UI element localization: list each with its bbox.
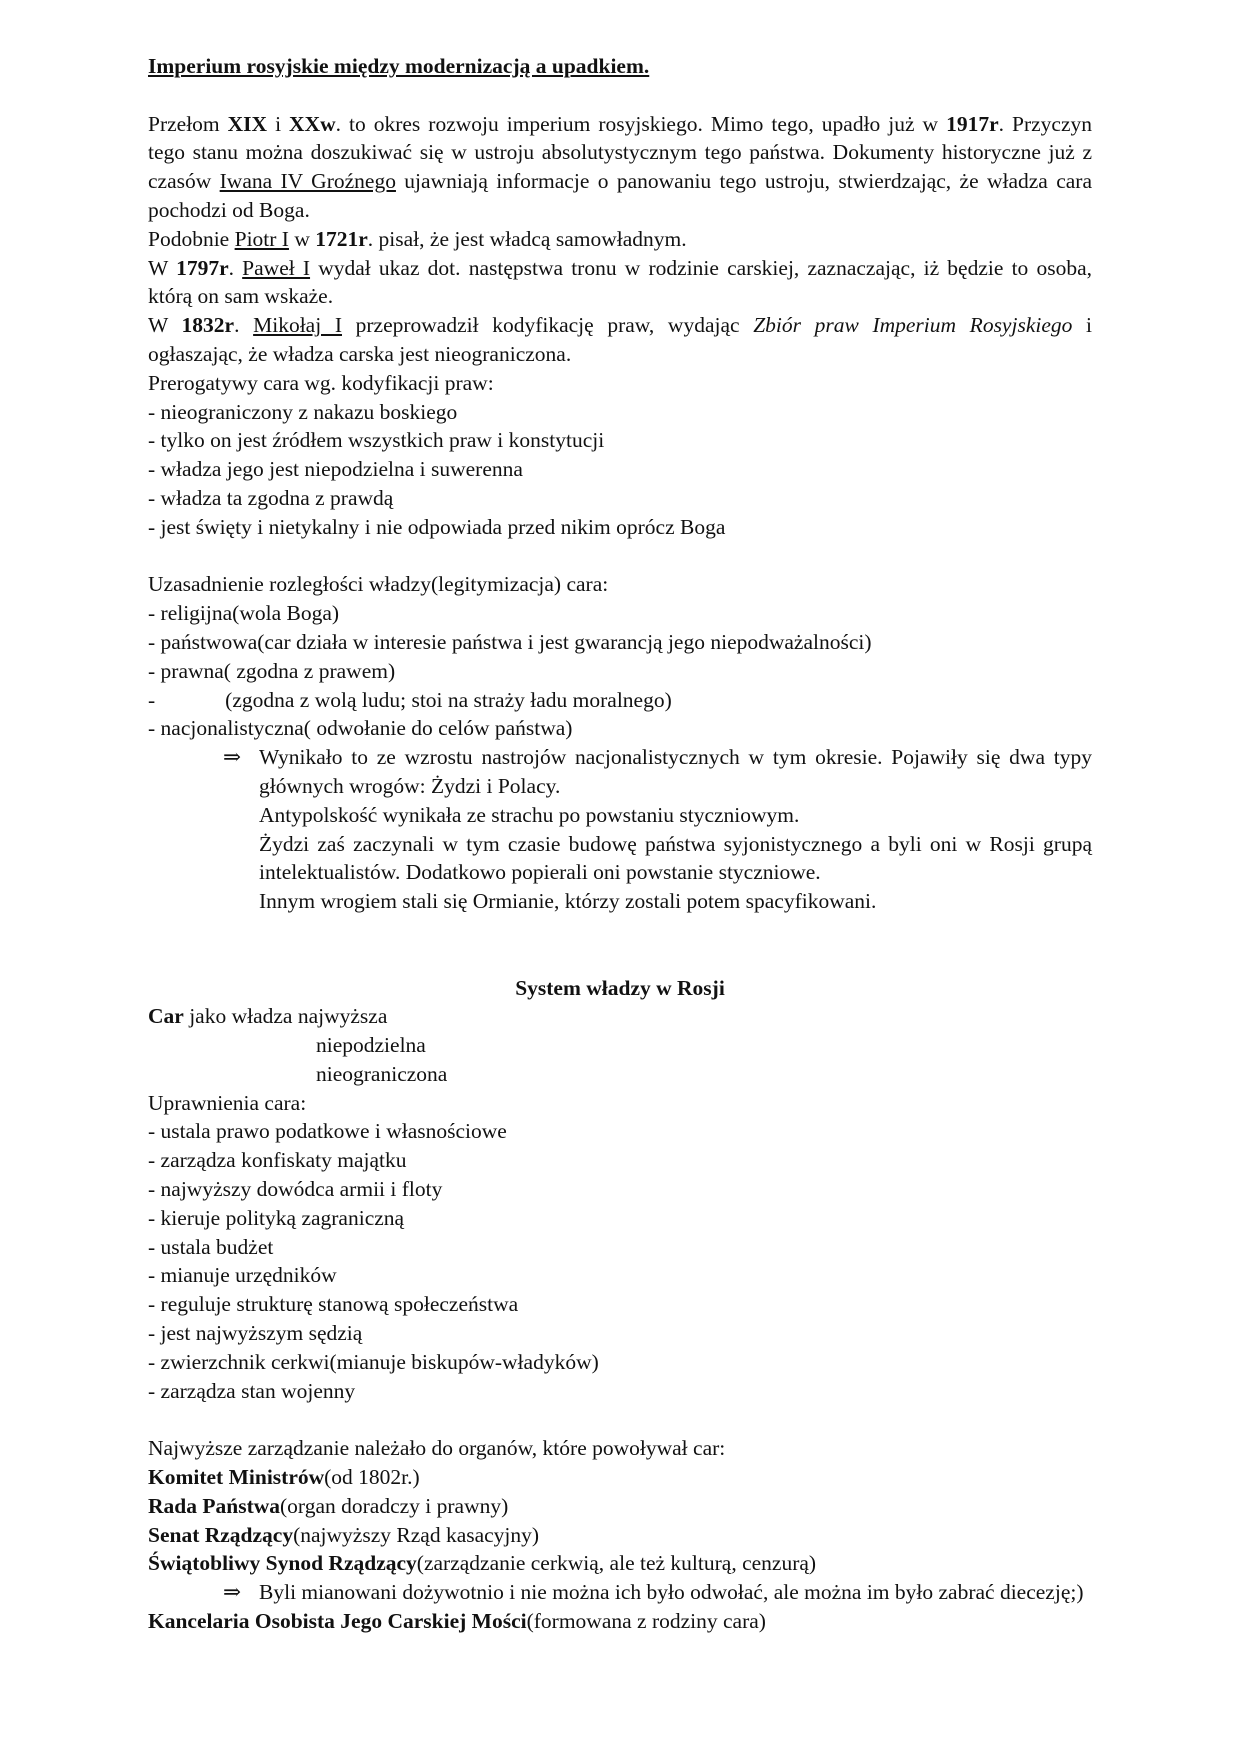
text-run: nieograniczona [316,1061,448,1086]
text-run: . [234,313,254,338]
paragraph [148,398,1092,427]
paragraph [148,1002,1092,1031]
text-run: (zarządzanie cerkwią, ale też kulturą, cenzurą) [416,1551,817,1576]
text-run: - [148,687,156,712]
arrow-paragraph [148,801,1092,830]
bold-term: Kancelaria Osobista Jego Carskiej Mości [148,1609,527,1634]
text-run: - reguluje strukturę stanową społeczeństwa [148,1292,519,1317]
arrow-icon: ⇒ [223,745,242,770]
paragraph [148,1290,1092,1319]
text-run: - władza ta zgodna z prawdą [148,485,394,510]
bold-term: XIX [227,111,268,136]
text-run: . Przyczyn tego stanu można doszukiwać się w ustroju absolutystycznym tego państwa. Dokumenty historyczne już z czasów [148,111,1092,194]
paragraph [148,110,1092,225]
paragraph [148,1031,1092,1060]
text-run: (organ doradczy i prawny) [280,1493,509,1518]
bold-term: 1832r [181,313,235,338]
paragraph [148,1434,1092,1463]
text-run: - zwierzchnik cerkwi(mianuje biskupów-władyków) [148,1349,599,1374]
blank-line [148,542,1092,571]
text-run: ujawniają informacje o panowaniu tego ustroju, stwierdzając, że władza cara pochodzi od Boga. [148,169,1092,222]
paragraph [148,1261,1092,1290]
text-run: Antypolskość wynikała ze strachu po powstaniu styczniowym. [259,802,800,827]
document-body [148,110,1092,1636]
text-run: (zgodna z wolą ludu; stoi na straży ładu moralnego) [225,687,672,712]
blank-line [148,1405,1092,1434]
text-run: - ustala prawo podatkowe i własnościowe [148,1119,507,1144]
paragraph [148,1117,1092,1146]
paragraph [148,254,1092,312]
paragraph [148,311,1092,369]
text-run: w [288,226,316,251]
text-run: W [148,313,182,338]
text-run: Wynikało to ze wzrostu nastrojów nacjonalistycznych w tym okresie. Pojawiły się dwa typy głównych wrogów: Żydzi i Polacy. [259,745,1092,798]
text-run: wydał ukaz dot. następstwa tronu w rodzinie carskiej, zaznaczając, iż będzie to osoba, którą on sam wskaże. [148,255,1093,309]
paragraph [148,1521,1092,1550]
bold-term: 1917r [946,111,999,136]
text-run: - nieograniczony z nakazu boskiego [148,399,458,424]
underlined-name: Mikołaj I [253,313,342,338]
text-run: - władza jego jest niepodzielna i suwerenna [148,457,523,482]
text-run: - najwyższy dowódca armii i floty [148,1177,443,1202]
arrow-icon: ⇒ [223,1580,242,1605]
text-run: - mianuje urzędników [148,1263,337,1288]
paragraph [148,513,1092,542]
bold-term: 1797r [176,255,229,280]
underlined-name: Piotr I [234,226,289,251]
text-run: - państwowa(car działa w interesie państwa i jest gwarancją jego niepodważalności) [148,629,872,654]
paragraph [148,484,1092,513]
text-run: Uzasadnienie rozległości władzy(legitymizacja) cara: [148,572,609,597]
text-run: (najwyższy Rząd kasacyjny) [293,1522,540,1547]
text-run: Najwyższe zarządzanie należało do organów, które powoływał car: [148,1436,726,1461]
text-run: - prawna( zgodna z prawem) [148,658,396,683]
section-heading [148,974,1092,1003]
text-run: Podobnie [148,226,235,251]
paragraph [148,1492,1092,1521]
text-run: Prerogatywy cara wg. kodyfikacji praw: [148,370,494,395]
arrow-paragraph [148,1578,1092,1607]
bold-term: Świątobliwy Synod Rządzący [148,1551,417,1576]
document-title: Imperium rosyjskie między modernizacją a upadkiem. [148,54,650,78]
text-run: - jest najwyższym sędzią [148,1321,363,1346]
text-run: Uprawnienia cara: [148,1090,307,1115]
text-run: niepodzielna [316,1033,426,1058]
text-run: (od 1802r.) [324,1465,420,1490]
paragraph [148,599,1092,628]
paragraph [148,1089,1092,1118]
text-run: przeprowadził kodyfikację praw, wydając [341,313,754,338]
bold-term: Rada Państwa [148,1493,281,1518]
paragraph [148,455,1092,484]
arrow-paragraph [148,830,1092,888]
paragraph [148,1319,1092,1348]
text-run: . pisał, że jest władcą samowładnym. [367,226,687,251]
text-run: Żydzi zaś zaczynali w tym czasie budowę państwa syjonistycznego a byli oni w Rosji grupą intelektualistów. Dodatkowo popierali oni powstanie styczniowe. [259,831,1092,885]
bold-term: Komitet Ministrów [148,1465,325,1490]
italic-title: Zbiór praw Imperium Rosyjskiego [753,313,1073,338]
text-run: System władzy w Rosji [515,975,725,1000]
text-run: Byli mianowani dożywotnio i nie można ich było odwołać, ale można im było zabrać diecezję;) [259,1580,1084,1605]
paragraph [148,1463,1092,1492]
paragraph [148,426,1092,455]
paragraph [148,1549,1092,1578]
paragraph [148,1233,1092,1262]
paragraph [148,714,1092,743]
paragraph [148,1175,1092,1204]
text-run: - religijna(wola Boga) [148,601,340,626]
text-run: i [267,111,290,136]
paragraph [148,1204,1092,1233]
text-run: W [148,255,177,280]
paragraph [148,1607,1092,1636]
bold-term: Senat Rządzący [148,1522,294,1547]
arrow-paragraph [148,887,1092,916]
text-run: - tylko on jest źródłem wszystkich praw i konstytucji [148,428,605,453]
text-run: Przełom [148,111,228,136]
text-run: jako władza najwyższa [183,1004,388,1029]
paragraph [148,1146,1092,1175]
text-run: (formowana z rodziny cara) [526,1609,766,1634]
document-page [148,52,1092,1636]
text-run: i ogłaszając, że władza carska jest nieograniczona. [148,313,1092,366]
text-run: - nacjonalistyczna( odwołanie do celów państwa) [148,716,573,741]
text-run: Innym wrogiem stali się Ormianie, którzy zostali potem spacyfikowani. [259,889,877,914]
text-run: - kieruje polityką zagraniczną [148,1205,405,1230]
paragraph [148,628,1092,657]
text-run: - zarządza stan wojenny [148,1378,356,1403]
paragraph [148,570,1092,599]
paragraph [148,1377,1092,1406]
text-run: . to okres rozwoju imperium rosyjskiego. Mimo tego, upadło już w [335,111,947,136]
paragraph [148,657,1092,686]
text-run: - zarządza konfiskaty majątku [148,1148,407,1173]
bold-term: Car [148,1004,184,1029]
paragraph [148,369,1092,398]
bold-term: XXw [289,111,336,136]
underlined-name: Paweł I [242,255,311,280]
bold-term: 1721r [315,226,368,251]
arrow-paragraph [148,743,1092,801]
blank-line [148,916,1092,974]
text-run: - jest święty i nietykalny i nie odpowiada przed nikim oprócz Boga [148,514,726,539]
text-run: - ustala budżet [148,1234,274,1259]
underlined-name: Iwana IV Groźnego [219,169,396,194]
text-run: . [228,255,243,280]
paragraph [148,225,1092,254]
paragraph [148,1348,1092,1377]
paragraph [148,1060,1092,1089]
paragraph [148,686,1092,715]
